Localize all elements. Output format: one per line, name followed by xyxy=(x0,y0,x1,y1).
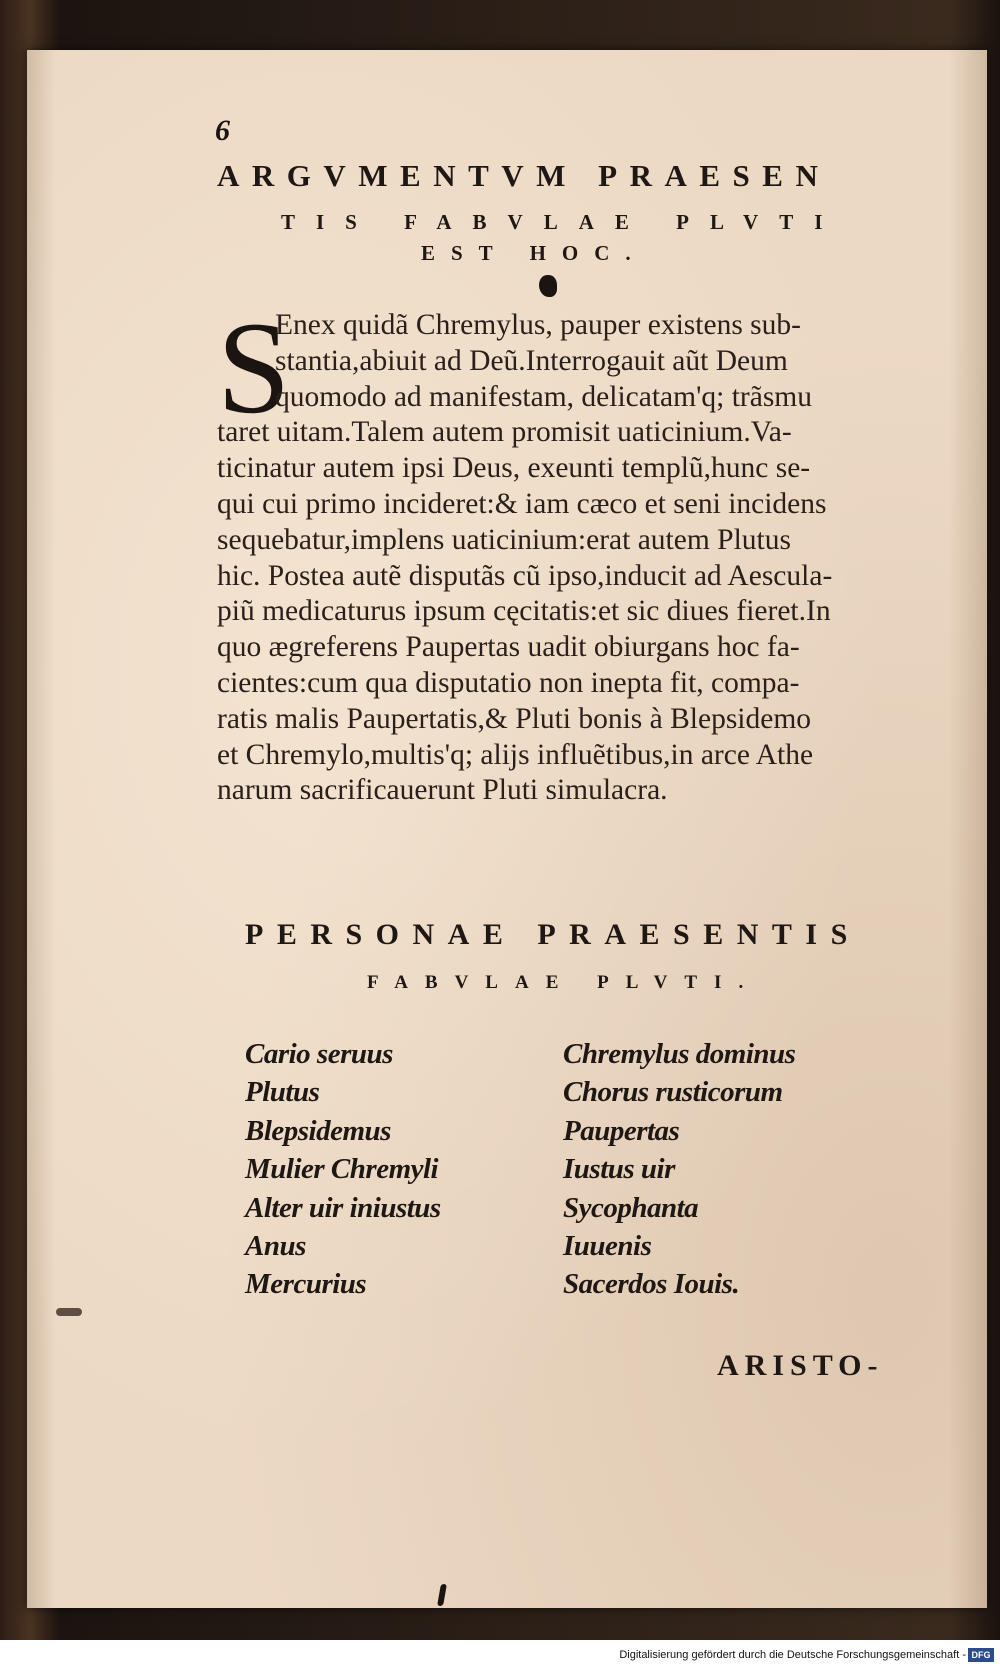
persona-item: Mercurius xyxy=(245,1268,367,1301)
persona-item: Paupertas xyxy=(563,1114,680,1147)
funding-credit: Digitalisierung gefördert durch die Deutsche Forschungsgemeinschaft - xyxy=(619,1649,966,1661)
page-number: 6 xyxy=(215,114,230,147)
text-line: cientes:cum qua disputatio non inepta fit, compa- xyxy=(217,666,800,699)
personae-list-left xyxy=(245,1035,441,1304)
drop-cap: S xyxy=(217,294,291,441)
signature-mark-icon xyxy=(437,1584,447,1606)
footer-bar xyxy=(0,1640,1000,1671)
text-line: Enex quidã Chremylus, pauper existens sub- xyxy=(275,309,801,341)
personae-heading-line-2: FABVLAE PLVTI. xyxy=(367,972,761,993)
persona-item: Cario seruus xyxy=(245,1038,393,1070)
fleuron-ornament-icon xyxy=(539,275,557,297)
text-line: narum sacrificauerunt Pluti simulacra. xyxy=(217,774,668,807)
dfg-logo-icon[interactable]: DFG xyxy=(968,1648,994,1662)
persona-item: Sycophanta xyxy=(563,1191,699,1224)
argument-heading-line-1: ARGVMENTVM PRAESEN xyxy=(217,158,831,193)
persona-item: Iustus uir xyxy=(563,1153,675,1186)
text-line: ticinatur autem ipsi Deus, exeunti templũ,hunc se- xyxy=(217,452,811,485)
text-line: hic. Postea autẽ disputãs cũ ipso,inducit ad Aescula- xyxy=(217,559,833,592)
text-line: taret uitam.Talem autem promisit uaticinium.Va- xyxy=(217,416,792,449)
persona-item: Anus xyxy=(245,1230,306,1263)
text-line: sequebatur,implens uaticinium:erat autem Plutus xyxy=(217,523,791,556)
argument-heading-line-2: TIS FABVLAE PLVTI xyxy=(281,210,844,234)
argument-paragraph xyxy=(217,308,867,809)
persona-item: Mulier Chremyli xyxy=(245,1153,439,1186)
personae-list-right xyxy=(563,1035,795,1304)
margin-mark-icon xyxy=(56,1308,82,1316)
argument-heading-line-3: EST HOC. xyxy=(421,241,647,265)
text-line: ratis malis Paupertatis,& Pluti bonis à Blepsidemo xyxy=(217,702,812,735)
persona-item: Chremylus dominus xyxy=(563,1038,796,1070)
text-line: stantia,abiuit ad Deũ.Interrogauit aũt Deum xyxy=(275,344,788,377)
text-line: et Chremylo,multis'q; alijs influẽtibus,in arce Athe xyxy=(217,738,814,771)
book-page xyxy=(27,50,987,1608)
text-line: quomodo ad manifestam, delicatam'q; trãsmu xyxy=(275,380,812,413)
personae-heading-line-1: PERSONAE PRAESENTIS xyxy=(245,918,861,951)
persona-item: Sacerdos Iouis. xyxy=(563,1268,740,1301)
persona-item: Blepsidemus xyxy=(245,1114,391,1147)
persona-item: Iuuenis xyxy=(563,1230,652,1263)
text-line: piũ medicaturus ipsum cęcitatis:et sic diues fieret.In xyxy=(217,595,831,628)
persona-item: Plutus xyxy=(245,1076,320,1109)
catchword: ARISTO- xyxy=(717,1349,884,1382)
text-line: qui cui primo incideret:& iam cæco et seni incidens xyxy=(217,487,827,520)
persona-item: Alter uir iniustus xyxy=(245,1191,441,1224)
text-line: quo ægreferens Paupertas uadit obiurgans hoc fa- xyxy=(217,631,800,664)
persona-item: Chorus rusticorum xyxy=(563,1076,783,1109)
